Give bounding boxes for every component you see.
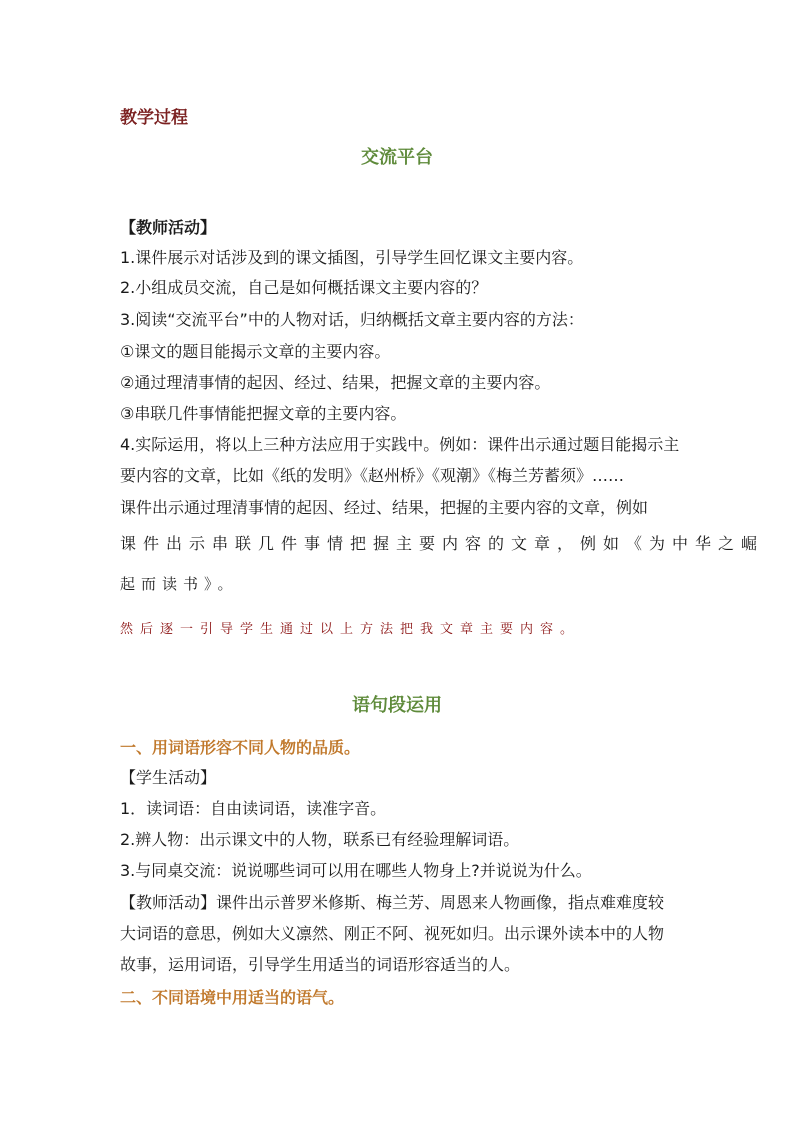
teacher-item-4-line4: 课件出示串联几件事情把握主要内容的文章，例如《为中华之崛: [120, 534, 765, 553]
method-3: ③串联几件事情能把握文章的主要内容。: [120, 404, 407, 423]
teacher-item-2: 2.小组成员交流，自己是如何概括课文主要内容的？: [120, 278, 488, 297]
student-item-3: 3.与同桌交流：说说哪些词可以用在哪些人物身上?并说说为什么。: [120, 861, 592, 880]
student-item-1: 1．读词语：自由读词语，读准字音。: [120, 799, 387, 818]
teacher-item-4-line5: 起而读书》。: [120, 575, 239, 593]
student-item-2: 2.辨人物：出示课文中的人物，联系已有经验理解词语。: [120, 830, 520, 849]
method-2: ②通过理清事情的起因、经过、结果，把握文章的主要内容。: [120, 373, 551, 392]
teacher-paragraph-line1: 【教师活动】课件出示普罗米修斯、梅兰芳、周恩来人物画像，指点难难度较: [120, 893, 665, 912]
teacher-activity-label: 【教师活动】: [120, 218, 217, 237]
method-1: ①课文的题目能揭示文章的主要内容。: [120, 342, 391, 361]
subheading-1: 一、用词语形容不同人物的品质。: [120, 738, 361, 757]
teacher-item-1: 1.课件展示对话涉及到的课文插图，引导学生回忆课文主要内容。: [120, 248, 584, 267]
student-activity-label: 【学生活动】: [120, 768, 217, 787]
subheading-2: 二、不同语境中用适当的语气。: [120, 988, 345, 1007]
teacher-item-4-line3: 课件出示通过理清事情的起因、经过、结果，把握的主要内容的文章，例如: [120, 498, 649, 517]
teacher-paragraph-line3: 故事，运用词语，引导学生用适当的词语形容适当的人。: [120, 955, 521, 974]
heading-teaching-process: 教学过程: [120, 108, 188, 128]
closing-instruction: 然后逐一引导学生通过以上方法把我文章主要内容。: [120, 622, 581, 637]
section-title-sentence-paragraph: 语句段运用: [352, 695, 442, 716]
teacher-item-4-line2: 要内容的文章，比如《纸的发明》《赵州桥》《观潮》《梅兰芳蓄须》……: [120, 466, 625, 485]
section-title-exchange-platform: 交流平台: [361, 147, 433, 168]
teacher-item-3: 3.阅读“交流平台”中的人物对话，归纳概括文章主要内容的方法：: [120, 310, 584, 329]
teacher-item-4-line1: 4.实际运用，将以上三种方法应用于实践中。例如：课件出示通过题目能揭示主: [120, 435, 680, 454]
teacher-paragraph-line2: 大词语的意思，例如大义凛然、刚正不阿、视死如归。出示课外读本中的人物: [120, 924, 665, 943]
